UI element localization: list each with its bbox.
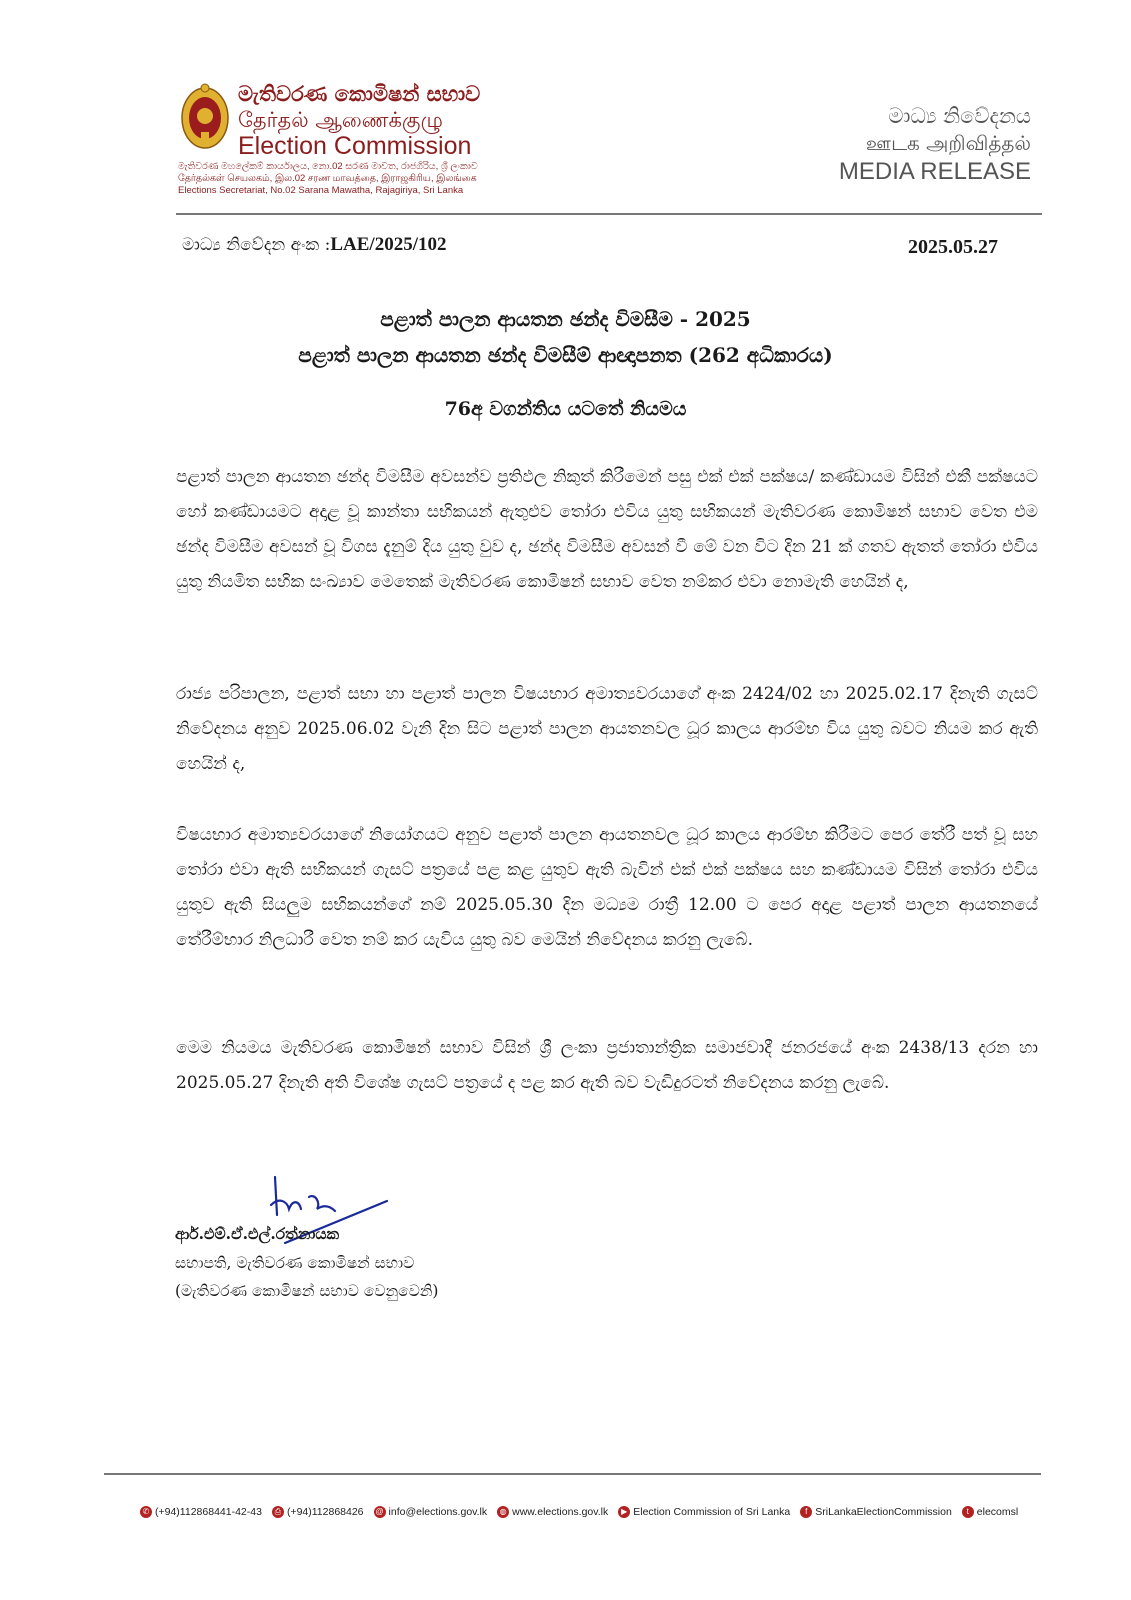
org-name-tamil: தேர்தல் ஆணைக்குழு bbox=[238, 108, 443, 132]
org-name-english: Election Commission bbox=[238, 132, 472, 160]
body-paragraph-4: මෙම නියමය මැතිවරණ කොමිෂන් සභාව විසින් ශ්‍රී ලංකා ප්‍රජාතාන්ත්‍රික සමාජවාදී ජනරජයේ අංක 2438/13 දරන හා 2025.05.27 දිනැති අති විශේෂ ගැසට් පත්‍රයේ ද පළ කර ඇති බව වැඩිදුරටත් නිවේදනය කරනු ලැබේ. bbox=[176, 1038, 1038, 1093]
signer-title: සභාපති, මැතිවරණ කොමිෂන් සභාව bbox=[175, 1254, 415, 1272]
org-name-sinhala: මැතිවරණ කොමිෂන් සභාව bbox=[238, 82, 481, 106]
footer-facebook[interactable]: f SriLankaElectionCommission bbox=[800, 1506, 952, 1518]
email-icon: @ bbox=[375, 1507, 384, 1516]
footer-divider bbox=[104, 1473, 1041, 1475]
title-line-2: පළාත් පාලන ආයතන ඡන්ද විමසීම් ආඥාපනත (262 අධිකාරය) bbox=[298, 343, 833, 367]
address-tamil: தேர்தல்கள் செயலகம், இல.02 சரண மாவத்தை, இராஜகிரிய, இலங்கை bbox=[178, 173, 477, 184]
reference-code: LAE/2025/102 bbox=[330, 234, 447, 255]
media-release-english: MEDIA RELEASE bbox=[838, 158, 1031, 185]
release-date: 2025.05.27 bbox=[908, 236, 998, 258]
header-divider bbox=[176, 213, 1042, 215]
youtube-icon: ▶ bbox=[618, 1506, 630, 1518]
fax-icon: ⎙ bbox=[272, 1506, 284, 1518]
footer-website[interactable]: ◍ www.elections.gov.lk bbox=[497, 1506, 608, 1518]
twitter-icon: t bbox=[962, 1506, 974, 1518]
body-paragraph-1: පළාත් පාලන ආයතන ඡන්ද විමසීම අවසන්ව ප්‍රතිඵල නිකුත් කිරීමෙන් පසු එක් එක් පක්ෂය/ කණ්ඩායම විසින් එකී පක්ෂයට හෝ කණ්ඩායමට අදාළ වූ කාන්තා සභිකයන් ඇතුළුව තෝරා එවිය යුතු සභිකයන් මැතිවරණ කොමිෂන් සභාව වෙත එම ඡන්ද විමසීම අවසන් වූ විගස දැනුම් දිය යුතු වුව ද, ඡන්ද විමසීම අවසන් වී මේ වන විට දින 21 ක් ගතව ඇතත් තෝරා එවිය යුතු නියමිත සභික සංඛ්‍යාව මෙතෙක් මැතිවරණ කොමිෂන් සභාව වෙත නම්කර එවා නොමැති හෙයින් ද, bbox=[176, 467, 1038, 592]
media-release-tamil: ஊடக அறிவித்தல் bbox=[865, 131, 1031, 155]
footer-phone[interactable]: ✆ (+94)112868441-42-43 bbox=[140, 1506, 262, 1518]
media-release-sinhala: මාධ්‍ය නිවේදනය bbox=[888, 104, 1031, 128]
address-english: Elections Secretariat, No.02 Sarana Mawatha, Rajagiriya, Sri Lanka bbox=[178, 185, 464, 196]
signer-on-behalf: (මැතිවරණ කොමිෂන් සභාව වෙනුවෙනි) bbox=[175, 1282, 439, 1300]
title-line-3: 76අ වගන්තිය යටතේ නියමය bbox=[444, 398, 687, 420]
body-paragraph-2: රාජ්‍ය පරිපාලන, පළාත් සභා හා පළාත් පාලන විෂයභාර අමාත්‍යවරයාගේ අංක 2424/02 හා 2025.02.17 දිනැති ගැසට් නිවේදනය අනුව 2025.06.02 වැනි දින සිට පළාත් පාලන ආයතනවල ධූර කාලය ආරම්භ විය යුතු බවට නියම කර ඇති හෙයින් ද, bbox=[176, 684, 1038, 774]
title-line-1: පළාත් පාලන ආයතන ඡන්ද විමසීම - 2025 bbox=[380, 307, 751, 331]
reference-line bbox=[182, 234, 446, 256]
footer-contacts bbox=[140, 1506, 1040, 1518]
emblem-logo bbox=[180, 82, 230, 152]
globe-icon: ◍ bbox=[497, 1506, 509, 1518]
footer-fax[interactable]: ⎙ (+94)112868426 bbox=[272, 1506, 364, 1518]
signer-name: ආර්.එම්.ඒ.එල්.රත්නායක bbox=[175, 1224, 340, 1243]
body-paragraph-3: විෂයභාර අමාත්‍යවරයාගේ නියෝගයට අනුව පළාත් පාලන ආයතනවල ධූර කාලය ආරම්භ කිරීමට පෙර තේරී පත් වූ සහ තෝරා එවා ඇති සභිකයන් ගැසට් පත්‍රයේ පළ කළ යුතුව ඇති බැවින් එක් එක් පක්ෂය සහ කණ්ඩායම විසින් තෝරා එවිය යුතුව ඇති සියලුම සභිකයන්ගේ නම් 2025.05.30 දින මධ්‍යම රාත්‍රී 12.00 ට පෙර අදාළ පළාත් පාලන ආයතනයේ තේරීම්භාර නිලධාරී වෙත නම් කර යැවිය යුතු බව මෙයින් නිවේදනය කරනු ලැබේ. bbox=[176, 825, 1038, 950]
reference-label: මාධ්‍ය නිවේදන අංක : bbox=[182, 235, 331, 255]
footer-email[interactable]: @ info@elections.gov.lk bbox=[375, 1506, 488, 1518]
phone-icon: ✆ bbox=[140, 1506, 152, 1518]
address-sinhala: මැතිවරණ මහලේකම් කාර්යාලය, නො.02 සරණ මාවත, රාජගිරිය, ශ්‍රී ලංකාව bbox=[178, 161, 478, 172]
footer-youtube[interactable]: ▶ Election Commission of Sri Lanka bbox=[618, 1506, 790, 1518]
facebook-icon: f bbox=[800, 1506, 812, 1518]
footer-twitter[interactable]: t elecomsl bbox=[962, 1506, 1018, 1518]
